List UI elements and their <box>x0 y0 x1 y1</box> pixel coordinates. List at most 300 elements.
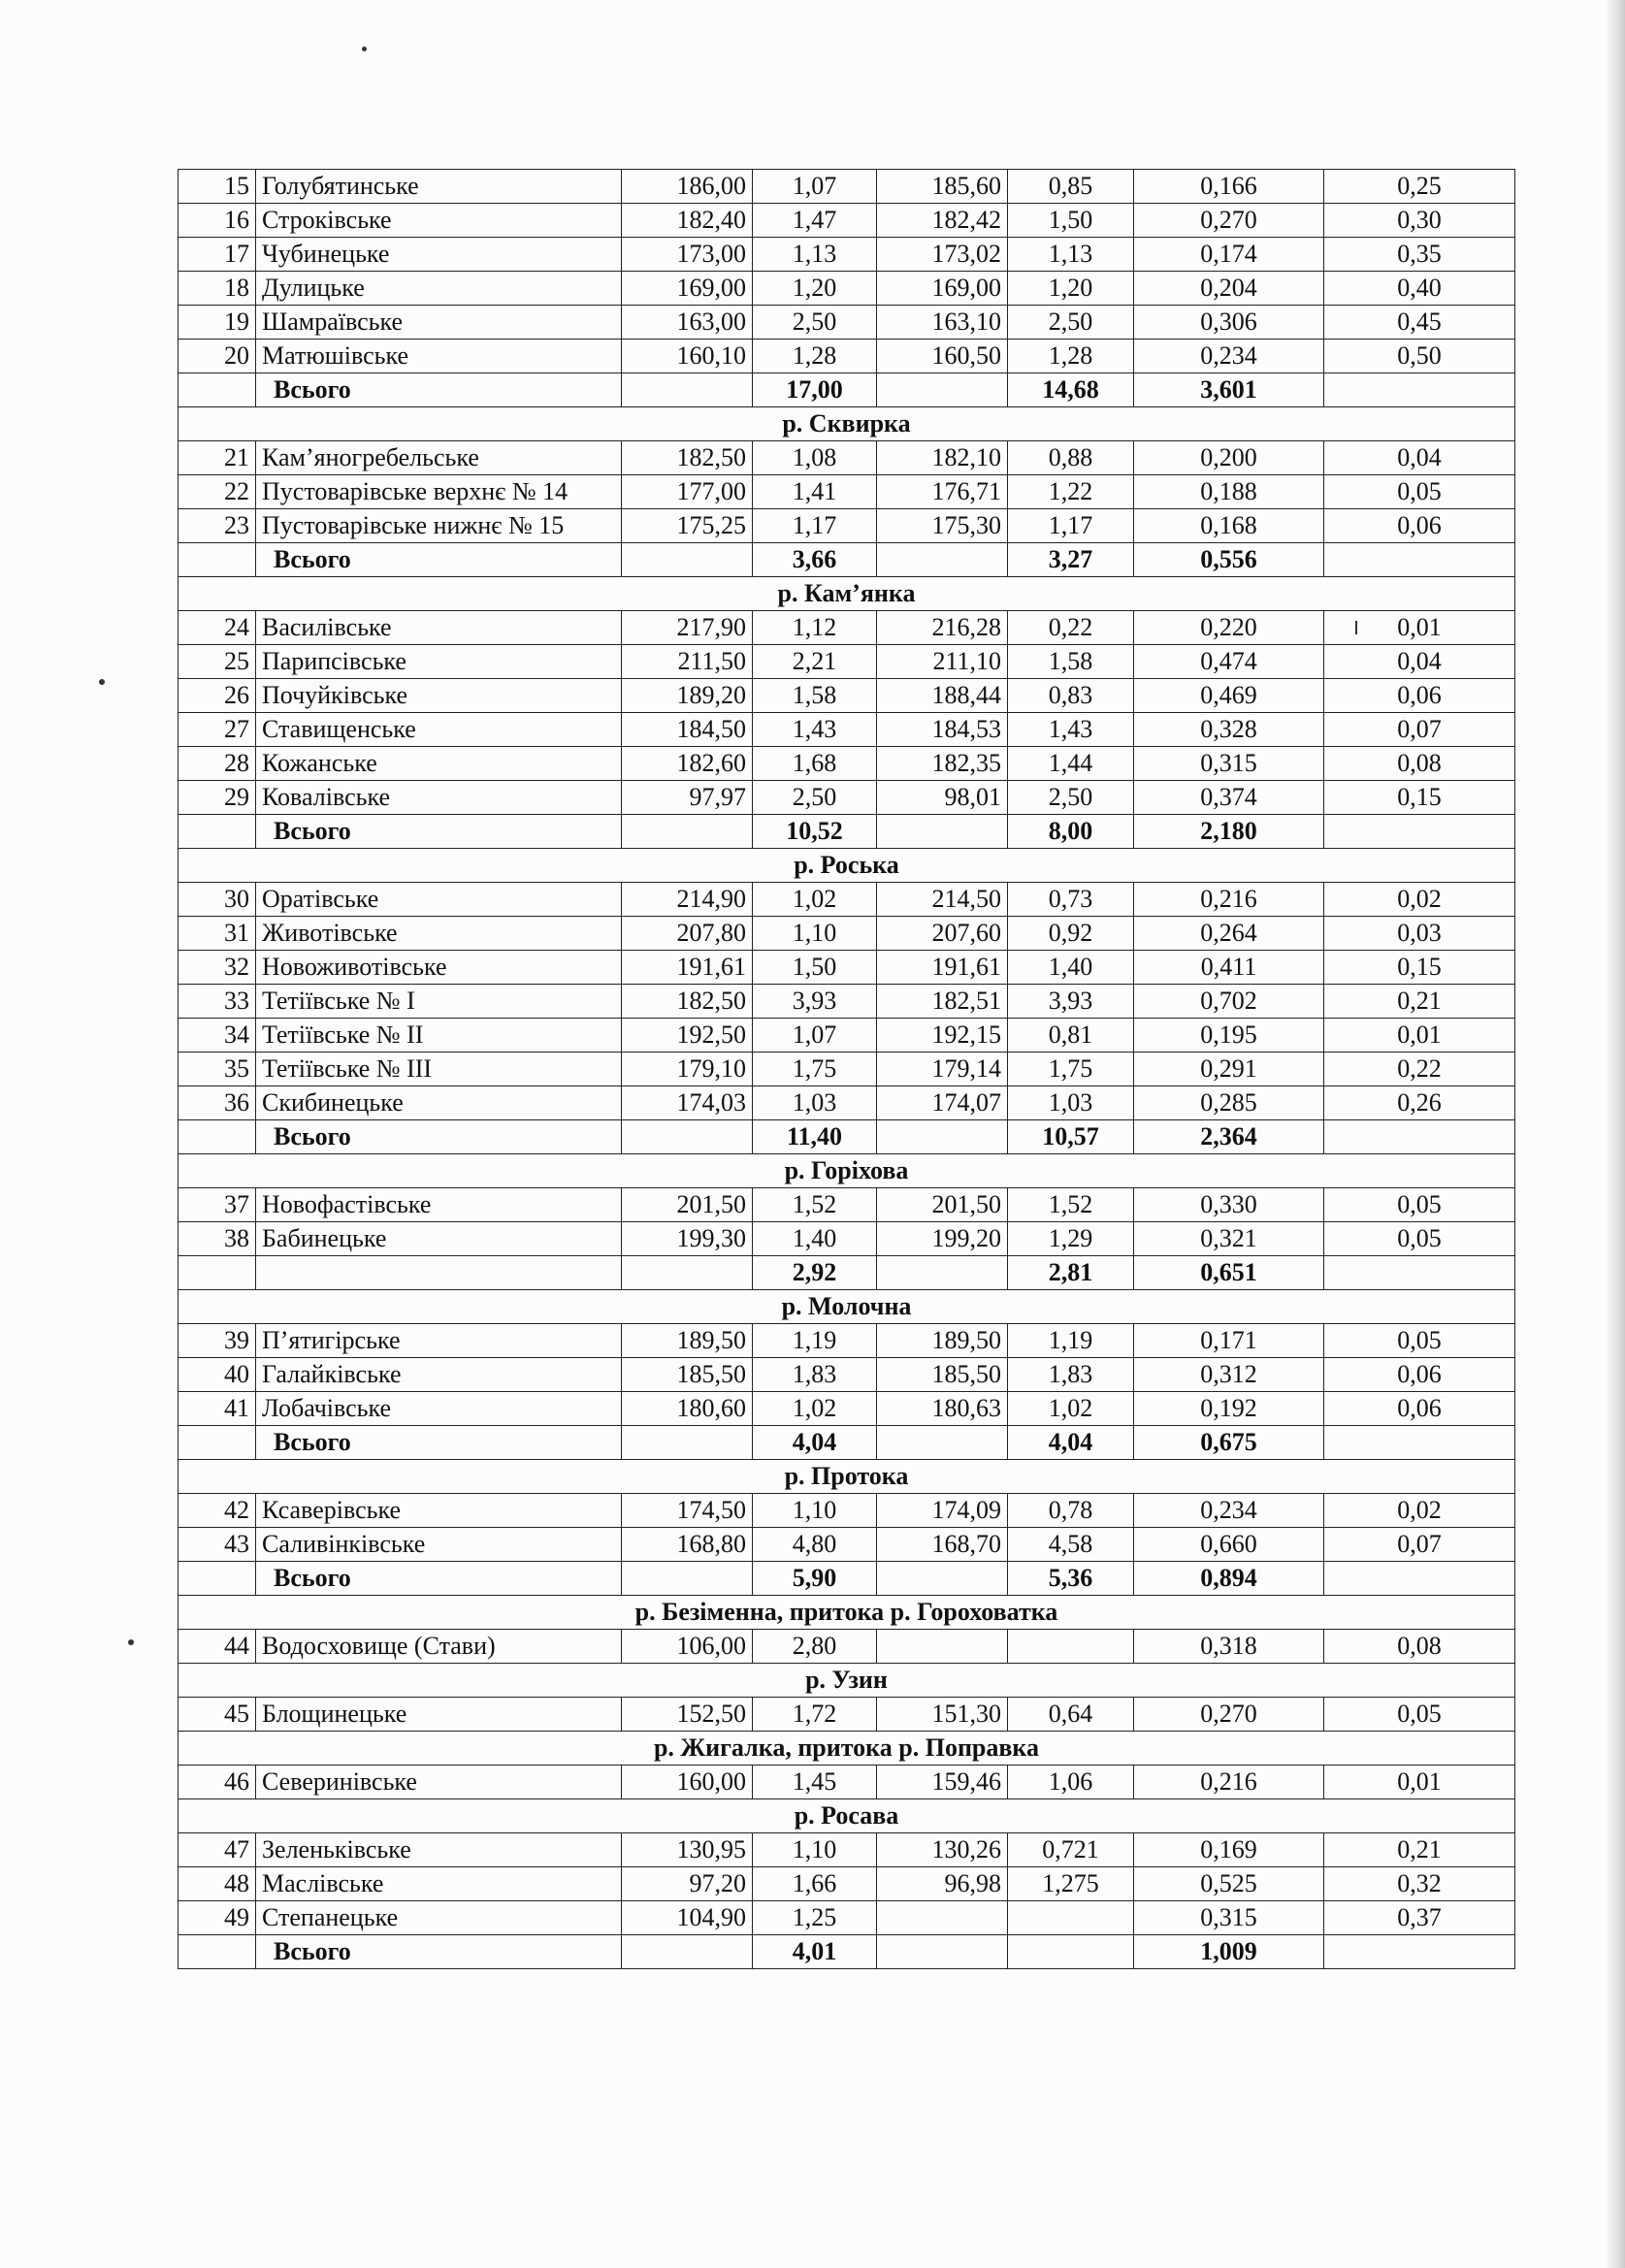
total-value-col-8 <box>1324 815 1515 849</box>
table-row <box>179 883 1515 917</box>
value-col-3: 182,50 <box>622 441 753 475</box>
value-col-5: 160,50 <box>877 340 1008 373</box>
value-col-4: 1,83 <box>753 1358 877 1392</box>
reservoir-name: Маслівське <box>256 1867 622 1901</box>
total-value-col-5 <box>877 373 1008 407</box>
row-number: 22 <box>179 475 256 509</box>
table-row <box>179 1392 1515 1426</box>
row-number: 23 <box>179 509 256 543</box>
value-col-7: 0,192 <box>1134 1392 1324 1426</box>
reservoir-name: Парипсівське <box>256 645 622 679</box>
row-number: 47 <box>179 1833 256 1867</box>
table-row <box>179 1867 1515 1901</box>
value-col-3: 130,95 <box>622 1833 753 1867</box>
value-col-7: 0,328 <box>1134 713 1324 747</box>
value-col-8: 0,05 <box>1324 1222 1515 1256</box>
value-col-8: 0,06 <box>1324 679 1515 713</box>
reservoir-name: Ксаверівське <box>256 1494 622 1528</box>
value-col-4: 1,43 <box>753 713 877 747</box>
value-col-4: 1,07 <box>753 1019 877 1053</box>
value-col-5: 185,50 <box>877 1358 1008 1392</box>
total-value-col-5 <box>877 543 1008 577</box>
scan-speck <box>362 47 367 51</box>
value-col-5: 211,10 <box>877 645 1008 679</box>
value-col-6: 0,64 <box>1008 1698 1134 1732</box>
value-col-4: 1,13 <box>753 238 877 272</box>
total-value-col-8 <box>1324 1120 1515 1154</box>
value-col-3: 160,00 <box>622 1766 753 1799</box>
value-col-6: 1,52 <box>1008 1188 1134 1222</box>
value-col-4: 1,07 <box>753 170 877 204</box>
total-value-col-3 <box>622 373 753 407</box>
value-col-5: 189,50 <box>877 1324 1008 1358</box>
value-col-6: 1,06 <box>1008 1766 1134 1799</box>
value-col-8: 0,08 <box>1324 747 1515 781</box>
table-row <box>179 1528 1515 1562</box>
reservoir-name: Степанецьке <box>256 1901 622 1935</box>
total-row <box>179 1935 1515 1969</box>
value-col-7: 0,330 <box>1134 1188 1324 1222</box>
value-col-6: 1,83 <box>1008 1358 1134 1392</box>
total-row <box>179 543 1515 577</box>
total-value-col-6: 3,27 <box>1008 543 1134 577</box>
row-number: 25 <box>179 645 256 679</box>
row-number: 35 <box>179 1053 256 1086</box>
total-reservoir-name: Всього <box>256 373 622 407</box>
total-reservoir-name: Всього <box>256 1426 622 1460</box>
total-value-col-8 <box>1324 1256 1515 1290</box>
value-col-7: 0,660 <box>1134 1528 1324 1562</box>
value-col-4: 2,50 <box>753 781 877 815</box>
value-col-8: 0,06 <box>1324 509 1515 543</box>
value-col-3: 192,50 <box>622 1019 753 1053</box>
value-col-6: 1,29 <box>1008 1222 1134 1256</box>
value-col-5 <box>877 1901 1008 1935</box>
value-col-6: 1,22 <box>1008 475 1134 509</box>
value-col-5: 173,02 <box>877 238 1008 272</box>
value-col-8: 0,01 <box>1324 611 1515 645</box>
value-col-4: 1,68 <box>753 747 877 781</box>
value-col-3: 177,00 <box>622 475 753 509</box>
value-col-3: 174,03 <box>622 1086 753 1120</box>
value-col-5: 184,53 <box>877 713 1008 747</box>
table-row <box>179 238 1515 272</box>
reservoir-name: Василівське <box>256 611 622 645</box>
row-number: 40 <box>179 1358 256 1392</box>
table-row <box>179 340 1515 373</box>
value-col-6: 1,50 <box>1008 204 1134 238</box>
value-col-6: 1,03 <box>1008 1086 1134 1120</box>
table-row <box>179 1053 1515 1086</box>
reservoir-table <box>178 169 1515 1969</box>
row-number: 41 <box>179 1392 256 1426</box>
value-col-4: 1,40 <box>753 1222 877 1256</box>
row-number: 31 <box>179 917 256 951</box>
value-col-7: 0,312 <box>1134 1358 1324 1392</box>
value-col-7: 0,216 <box>1134 883 1324 917</box>
total-value-col-7: 0,651 <box>1134 1256 1324 1290</box>
table-row <box>179 747 1515 781</box>
row-number: 38 <box>179 1222 256 1256</box>
value-col-6: 0,78 <box>1008 1494 1134 1528</box>
table-row <box>179 170 1515 204</box>
value-col-4: 2,80 <box>753 1630 877 1664</box>
total-value-col-5 <box>877 815 1008 849</box>
value-col-8: 0,32 <box>1324 1867 1515 1901</box>
reservoir-name: Тетіївське № І <box>256 985 622 1019</box>
value-col-4: 1,50 <box>753 951 877 985</box>
total-value-col-6: 14,68 <box>1008 373 1134 407</box>
value-col-6: 0,92 <box>1008 917 1134 951</box>
reservoir-name: Шамраївське <box>256 306 622 340</box>
value-col-3: 189,50 <box>622 1324 753 1358</box>
total-value-col-5 <box>877 1426 1008 1460</box>
value-col-4: 1,47 <box>753 204 877 238</box>
value-col-8: 0,06 <box>1324 1358 1515 1392</box>
value-col-3: 182,60 <box>622 747 753 781</box>
reservoir-name: Почуйківське <box>256 679 622 713</box>
value-col-7: 0,321 <box>1134 1222 1324 1256</box>
value-col-4: 1,28 <box>753 340 877 373</box>
value-col-7: 0,195 <box>1134 1019 1324 1053</box>
reservoir-name: Галайківське <box>256 1358 622 1392</box>
total-value-col-3 <box>622 1120 753 1154</box>
row-number: 49 <box>179 1901 256 1935</box>
section-header-row <box>179 1460 1515 1494</box>
reservoir-name: Ставищенське <box>256 713 622 747</box>
total-value-col-4: 3,66 <box>753 543 877 577</box>
reservoir-name: П’ятигірське <box>256 1324 622 1358</box>
value-col-5: 179,14 <box>877 1053 1008 1086</box>
value-col-6: 0,83 <box>1008 679 1134 713</box>
value-col-5: 130,26 <box>877 1833 1008 1867</box>
reservoir-name: Саливінківське <box>256 1528 622 1562</box>
value-col-3: 185,50 <box>622 1358 753 1392</box>
value-col-7: 0,474 <box>1134 645 1324 679</box>
total-reservoir-name: Всього <box>256 1120 622 1154</box>
value-col-8: 0,15 <box>1324 781 1515 815</box>
row-number: 30 <box>179 883 256 917</box>
value-col-3: 169,00 <box>622 272 753 306</box>
value-col-4: 1,08 <box>753 441 877 475</box>
row-number: 21 <box>179 441 256 475</box>
total-value-col-4: 10,52 <box>753 815 877 849</box>
value-col-8: 0,35 <box>1324 238 1515 272</box>
value-col-5: 188,44 <box>877 679 1008 713</box>
value-col-6: 1,17 <box>1008 509 1134 543</box>
reservoir-name: Тетіївське № ІІІ <box>256 1053 622 1086</box>
table-row <box>179 272 1515 306</box>
reservoir-name: Оратівське <box>256 883 622 917</box>
value-col-6: 1,19 <box>1008 1324 1134 1358</box>
total-value-col-3 <box>622 815 753 849</box>
total-value-col-6: 2,81 <box>1008 1256 1134 1290</box>
reservoir-name: Скибинецьке <box>256 1086 622 1120</box>
section-header-row <box>179 1799 1515 1833</box>
value-col-6: 0,22 <box>1008 611 1134 645</box>
scan-speck <box>99 679 105 685</box>
value-col-6: 2,50 <box>1008 781 1134 815</box>
reservoir-name: Строківське <box>256 204 622 238</box>
reservoir-name: Пустоварівське верхнє № 14 <box>256 475 622 509</box>
value-col-8: 0,26 <box>1324 1086 1515 1120</box>
total-value-col-7: 0,675 <box>1134 1426 1324 1460</box>
total-reservoir-name: Всього <box>256 815 622 849</box>
value-col-3: 186,00 <box>622 170 753 204</box>
value-col-4: 1,72 <box>753 1698 877 1732</box>
river-section-title: р. Жигалка, притока р. Поправка <box>179 1732 1515 1766</box>
value-col-4: 1,19 <box>753 1324 877 1358</box>
value-col-4: 1,12 <box>753 611 877 645</box>
total-value-col-4: 5,90 <box>753 1562 877 1596</box>
value-col-6: 1,75 <box>1008 1053 1134 1086</box>
value-col-3: 199,30 <box>622 1222 753 1256</box>
total-value-col-4: 17,00 <box>753 373 877 407</box>
total-row-number <box>179 543 256 577</box>
total-row <box>179 1426 1515 1460</box>
value-col-4: 4,80 <box>753 1528 877 1562</box>
total-value-col-6: 8,00 <box>1008 815 1134 849</box>
value-col-4: 1,75 <box>753 1053 877 1086</box>
value-col-5: 199,20 <box>877 1222 1008 1256</box>
value-col-8: 0,22 <box>1324 1053 1515 1086</box>
value-col-8: 0,05 <box>1324 475 1515 509</box>
value-col-5: 214,50 <box>877 883 1008 917</box>
reservoir-name: Тетіївське № ІІ <box>256 1019 622 1053</box>
value-col-3: 191,61 <box>622 951 753 985</box>
value-col-5: 176,71 <box>877 475 1008 509</box>
value-col-7: 0,411 <box>1134 951 1324 985</box>
table-row <box>179 1358 1515 1392</box>
value-col-3: 179,10 <box>622 1053 753 1086</box>
total-value-col-4: 4,01 <box>753 1935 877 1969</box>
value-col-5: 185,60 <box>877 170 1008 204</box>
value-col-3: 175,25 <box>622 509 753 543</box>
value-col-8: 0,04 <box>1324 441 1515 475</box>
value-col-3: 182,50 <box>622 985 753 1019</box>
value-col-4: 1,02 <box>753 883 877 917</box>
value-col-3: 217,90 <box>622 611 753 645</box>
row-number: 33 <box>179 985 256 1019</box>
value-col-7: 0,315 <box>1134 747 1324 781</box>
value-col-4: 3,93 <box>753 985 877 1019</box>
total-value-col-7: 3,601 <box>1134 373 1324 407</box>
value-col-6 <box>1008 1630 1134 1664</box>
value-col-8: 0,15 <box>1324 951 1515 985</box>
value-col-7: 0,204 <box>1134 272 1324 306</box>
section-header-row <box>179 1664 1515 1698</box>
total-row-number <box>179 815 256 849</box>
scan-edge <box>1608 0 1625 2268</box>
value-col-4: 2,21 <box>753 645 877 679</box>
table-row <box>179 1766 1515 1799</box>
value-col-6: 0,721 <box>1008 1833 1134 1867</box>
value-col-7: 0,306 <box>1134 306 1324 340</box>
value-col-6: 1,28 <box>1008 340 1134 373</box>
reservoir-name: Ковалівське <box>256 781 622 815</box>
section-header-row <box>179 849 1515 883</box>
total-reservoir-name: Всього <box>256 543 622 577</box>
row-number: 29 <box>179 781 256 815</box>
total-value-col-5 <box>877 1256 1008 1290</box>
row-number: 27 <box>179 713 256 747</box>
total-value-col-8 <box>1324 1426 1515 1460</box>
value-col-6: 0,88 <box>1008 441 1134 475</box>
table-row <box>179 1188 1515 1222</box>
value-col-6: 1,40 <box>1008 951 1134 985</box>
section-header-row <box>179 577 1515 611</box>
row-number: 42 <box>179 1494 256 1528</box>
section-header-row <box>179 1596 1515 1630</box>
table-row <box>179 1019 1515 1053</box>
row-number: 32 <box>179 951 256 985</box>
reservoir-name: Кам’яногребельське <box>256 441 622 475</box>
reservoir-name: Водосховище (Стави) <box>256 1630 622 1664</box>
reservoir-name: Лобачівське <box>256 1392 622 1426</box>
value-col-4: 1,52 <box>753 1188 877 1222</box>
value-col-7: 0,234 <box>1134 1494 1324 1528</box>
table-row <box>179 951 1515 985</box>
table-row <box>179 917 1515 951</box>
total-reservoir-name: Всього <box>256 1562 622 1596</box>
value-col-3: 97,97 <box>622 781 753 815</box>
value-col-3: 152,50 <box>622 1698 753 1732</box>
value-col-3: 104,90 <box>622 1901 753 1935</box>
value-col-5: 174,09 <box>877 1494 1008 1528</box>
table-row <box>179 475 1515 509</box>
value-col-4: 1,02 <box>753 1392 877 1426</box>
value-col-8: 0,25 <box>1324 170 1515 204</box>
value-col-7: 0,166 <box>1134 170 1324 204</box>
value-col-4: 1,10 <box>753 917 877 951</box>
value-col-7: 0,220 <box>1134 611 1324 645</box>
value-col-8: 0,21 <box>1324 1833 1515 1867</box>
river-section-title: р. Молочна <box>179 1290 1515 1324</box>
reservoir-name: Северинівське <box>256 1766 622 1799</box>
value-col-3: 97,20 <box>622 1867 753 1901</box>
value-col-6: 0,81 <box>1008 1019 1134 1053</box>
table-row <box>179 1324 1515 1358</box>
row-number: 15 <box>179 170 256 204</box>
value-col-5: 174,07 <box>877 1086 1008 1120</box>
total-value-col-5 <box>877 1935 1008 1969</box>
reservoir-name: Матюшівське <box>256 340 622 373</box>
value-col-8: 0,21 <box>1324 985 1515 1019</box>
total-row-number <box>179 1426 256 1460</box>
value-col-6: 4,58 <box>1008 1528 1134 1562</box>
value-col-7: 0,188 <box>1134 475 1324 509</box>
value-col-5: 168,70 <box>877 1528 1008 1562</box>
total-value-col-3 <box>622 1426 753 1460</box>
value-col-7: 0,285 <box>1134 1086 1324 1120</box>
river-section-title: р. Роська <box>179 849 1515 883</box>
table-row <box>179 441 1515 475</box>
value-col-5: 175,30 <box>877 509 1008 543</box>
value-col-8: 0,07 <box>1324 713 1515 747</box>
table-row <box>179 1630 1515 1664</box>
value-col-8: 0,04 <box>1324 645 1515 679</box>
value-col-4: 1,25 <box>753 1901 877 1935</box>
value-col-8: 0,30 <box>1324 204 1515 238</box>
row-number: 43 <box>179 1528 256 1562</box>
total-value-col-7: 2,180 <box>1134 815 1324 849</box>
row-number: 45 <box>179 1698 256 1732</box>
total-value-col-4: 11,40 <box>753 1120 877 1154</box>
total-value-col-6 <box>1008 1935 1134 1969</box>
river-section-title: р. Росава <box>179 1799 1515 1833</box>
row-number: 20 <box>179 340 256 373</box>
total-value-col-3 <box>622 1562 753 1596</box>
value-col-5: 182,35 <box>877 747 1008 781</box>
total-row <box>179 373 1515 407</box>
row-number: 44 <box>179 1630 256 1664</box>
value-col-7: 0,234 <box>1134 340 1324 373</box>
value-col-7: 0,291 <box>1134 1053 1324 1086</box>
total-value-col-7: 1,009 <box>1134 1935 1324 1969</box>
table-row <box>179 306 1515 340</box>
value-col-4: 2,50 <box>753 306 877 340</box>
value-col-3: 207,80 <box>622 917 753 951</box>
value-col-5: 180,63 <box>877 1392 1008 1426</box>
table-row <box>179 645 1515 679</box>
value-col-3: 184,50 <box>622 713 753 747</box>
value-col-8: 0,05 <box>1324 1188 1515 1222</box>
value-col-8: 0,06 <box>1324 1392 1515 1426</box>
reservoir-name: Животівське <box>256 917 622 951</box>
value-col-7: 0,270 <box>1134 204 1324 238</box>
table-row <box>179 1086 1515 1120</box>
value-col-7: 0,174 <box>1134 238 1324 272</box>
value-col-5: 216,28 <box>877 611 1008 645</box>
row-number: 16 <box>179 204 256 238</box>
value-col-7: 0,168 <box>1134 509 1324 543</box>
value-col-3: 174,50 <box>622 1494 753 1528</box>
value-col-3: 182,40 <box>622 204 753 238</box>
total-row-number <box>179 1120 256 1154</box>
value-col-3: 163,00 <box>622 306 753 340</box>
value-col-4: 1,58 <box>753 679 877 713</box>
value-col-3: 173,00 <box>622 238 753 272</box>
value-col-7: 0,702 <box>1134 985 1324 1019</box>
value-col-5: 163,10 <box>877 306 1008 340</box>
section-header-row <box>179 1732 1515 1766</box>
reservoir-name: Голубятинське <box>256 170 622 204</box>
total-value-col-3 <box>622 1256 753 1290</box>
row-number: 39 <box>179 1324 256 1358</box>
total-value-col-7: 0,894 <box>1134 1562 1324 1596</box>
reservoir-name: Дулицьке <box>256 272 622 306</box>
table-row <box>179 713 1515 747</box>
value-col-8: 0,01 <box>1324 1766 1515 1799</box>
river-section-title: р. Протока <box>179 1460 1515 1494</box>
value-col-8: 0,40 <box>1324 272 1515 306</box>
total-row <box>179 1120 1515 1154</box>
value-col-6: 1,43 <box>1008 713 1134 747</box>
section-header-row <box>179 1154 1515 1188</box>
total-row <box>179 1256 1515 1290</box>
value-col-4: 1,20 <box>753 272 877 306</box>
value-col-3: 168,80 <box>622 1528 753 1562</box>
value-col-7: 0,270 <box>1134 1698 1324 1732</box>
value-col-5: 207,60 <box>877 917 1008 951</box>
value-col-7: 0,315 <box>1134 1901 1324 1935</box>
total-reservoir-name <box>256 1256 622 1290</box>
value-col-5: 192,15 <box>877 1019 1008 1053</box>
value-col-8: 0,01 <box>1324 1019 1515 1053</box>
value-col-6: 3,93 <box>1008 985 1134 1019</box>
value-col-4: 1,17 <box>753 509 877 543</box>
value-col-3: 189,20 <box>622 679 753 713</box>
